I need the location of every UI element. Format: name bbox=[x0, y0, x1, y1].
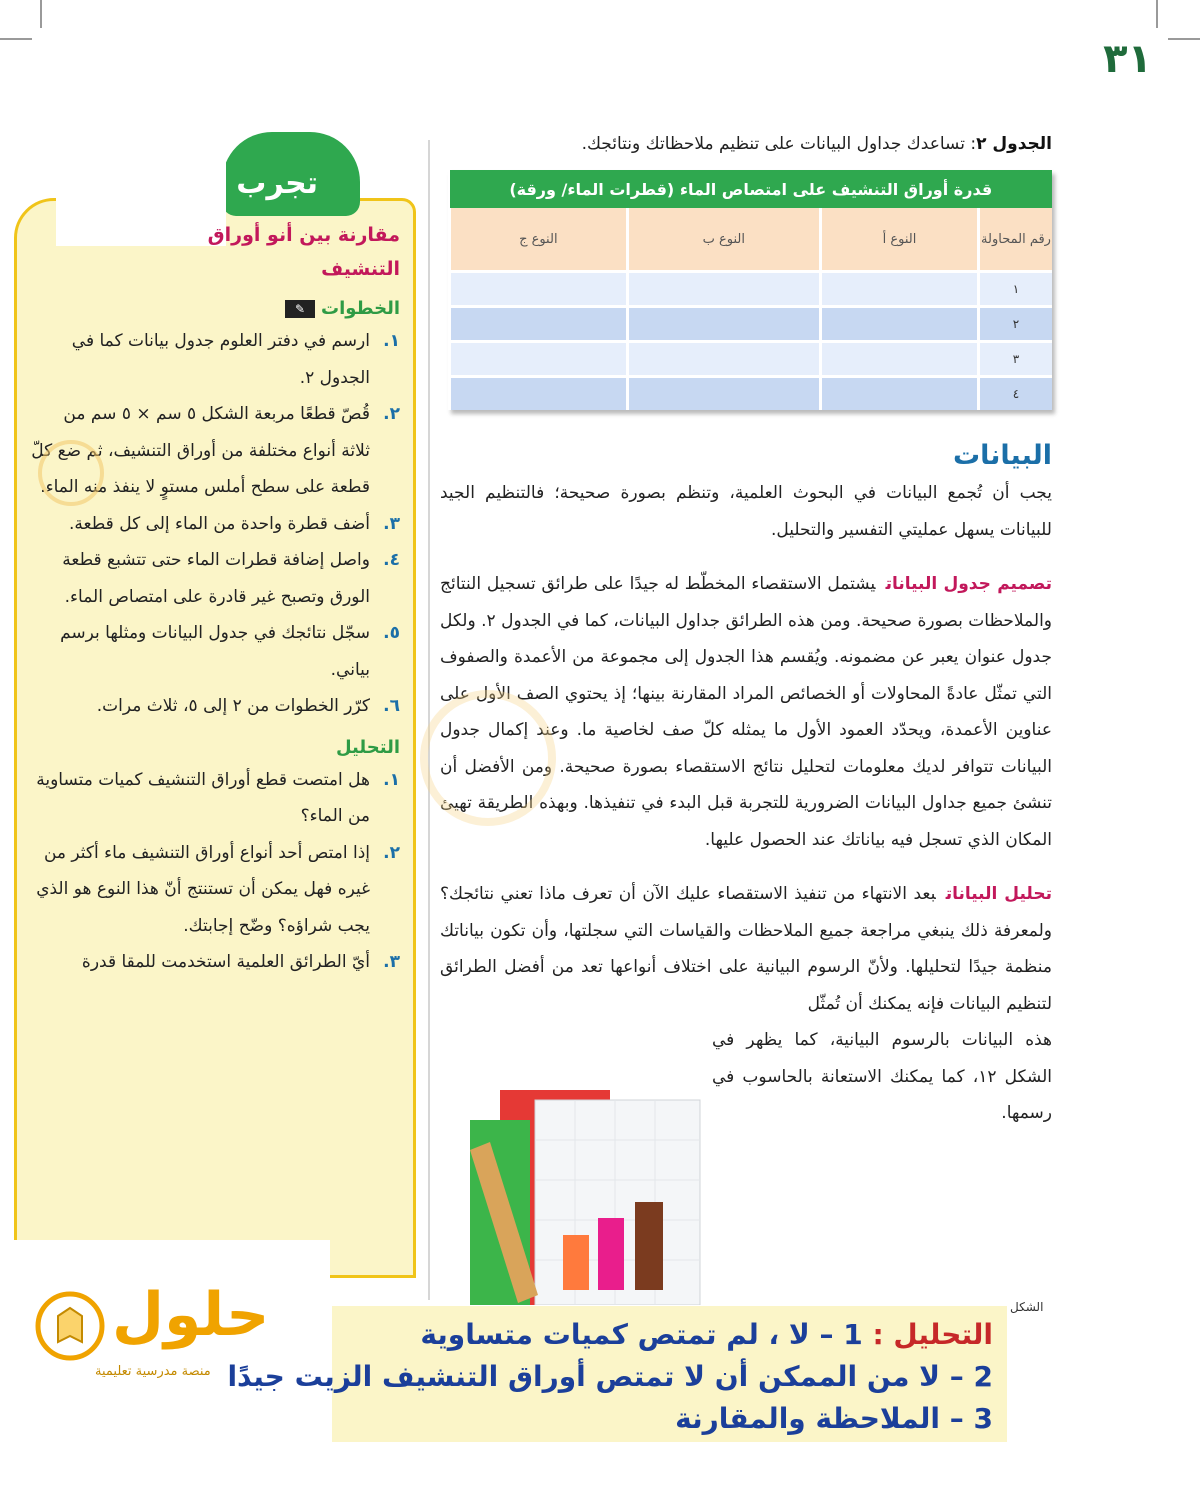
column-divider bbox=[428, 140, 430, 1300]
steps-list bbox=[30, 323, 400, 725]
trial-number: ٣ bbox=[979, 342, 1053, 377]
table-cell bbox=[820, 272, 978, 307]
analysis-label: تحليل البيانات bbox=[945, 884, 1052, 904]
design-text: يشتمل الاستقصاء المخطّط له جيدًا على طرائق تسجيل النتائج والملاحظات بصورة صحيحة. ومن هذه الطرائق جداول البيانات، كما في الجدول ٢. ولكل جدول عنوان يعبر عن مضمونه. ويُقسم هذا الجدول إلى مجموعة من الأعمدة والصفوف التي تمثّل عادةً المحاولات أو الخصائص المراد المقارنة بينها؛ إذ يحتوي الصف الأول على عناوين الأعمدة، ويحدّد العمود الأول ما يمثله كلّ صف لخاصية ما. وعند إكمال جدول البيانات تتوافر لديك معلومات لتحليل نتائج الاستقصاء بصورة صحيحة. ومن الأفضل أن تنشئ جميع جداول البيانات الضرورية للتجربة قبل البدء في تنفيذها. وبهذه الطريقة تهيئ المكان الذي تسجل فيه بياناتك عند الحصول عليها. bbox=[440, 574, 1052, 850]
step-text: قُصّ قطعًا مربعة الشكل ٥ سم × ٥ سم من ثلاثة أنواع مختلفة من أوراق التنشيف، ثم ضع كلّ قطعة على سطح أملس مستوٍ لا ينفذ منه الماء. bbox=[31, 404, 370, 497]
step-number: ٢. bbox=[383, 404, 400, 424]
sidebar-content bbox=[30, 218, 400, 981]
page-number: ٣١ bbox=[1103, 36, 1152, 82]
question-number: ١. bbox=[383, 769, 400, 790]
table-caption bbox=[440, 130, 1052, 158]
logo-book-icon bbox=[34, 1286, 114, 1366]
trial-number: ٤ bbox=[979, 377, 1053, 411]
answer-label: التحليل : bbox=[872, 1318, 993, 1351]
logo-name: حلول bbox=[112, 1280, 270, 1350]
step-number: ١. bbox=[383, 331, 400, 351]
table-cell bbox=[450, 272, 628, 307]
bar-brown bbox=[635, 1202, 663, 1290]
table-cell bbox=[627, 342, 820, 377]
steps-heading bbox=[30, 298, 400, 319]
answer-text: 1 – لا ، لم تمتص كميات متساوية bbox=[420, 1318, 863, 1351]
logo-tagline: منصة مدرسية تعليمية bbox=[95, 1364, 211, 1379]
table-cell bbox=[820, 307, 978, 342]
answer-line-2: 2 – لا من الممكن أن لا تمتص أوراق التنشيف الزيت جيدًا bbox=[227, 1360, 993, 1393]
step-text: واصل إضافة قطرات الماء حتى تتشبع قطعة الورق وتصبح غير قادرة على امتصاص الماء. bbox=[62, 550, 370, 607]
watermark-logo bbox=[420, 690, 556, 826]
answer-box bbox=[227, 1306, 1007, 1442]
main-column bbox=[440, 130, 1052, 1132]
crop-mark bbox=[40, 0, 42, 28]
watermark-logo bbox=[38, 440, 104, 506]
steps-icon: ✎ bbox=[285, 300, 315, 318]
table-cell bbox=[820, 342, 978, 377]
analysis-heading bbox=[30, 737, 400, 758]
table-row bbox=[450, 377, 1053, 411]
question-number: ٣. bbox=[383, 952, 400, 972]
crop-mark bbox=[0, 38, 32, 40]
crop-mark bbox=[1168, 38, 1200, 40]
bar-graph-photo bbox=[460, 1090, 705, 1305]
table-cell bbox=[820, 377, 978, 411]
table-caption-text: : تساعدك جداول البيانات على تنظيم ملاحظاتك ونتائجك. bbox=[581, 134, 977, 154]
list-item bbox=[30, 762, 400, 835]
bar-orange bbox=[563, 1235, 589, 1290]
analysis-paragraph bbox=[440, 876, 1052, 1022]
list-item bbox=[30, 835, 400, 945]
step-text: أضف قطرة واحدة من الماء إلى كل قطعة. bbox=[69, 513, 370, 534]
sidebar-title: مقارنة بين أنو أوراق التنشيف bbox=[207, 224, 400, 280]
table-row bbox=[450, 307, 1053, 342]
table-column-header: النوع ب bbox=[627, 208, 820, 272]
trial-number: ١ bbox=[979, 272, 1053, 307]
table-caption-label: الجدول ٢ bbox=[976, 134, 1052, 154]
crop-mark bbox=[1156, 0, 1158, 28]
list-item bbox=[30, 688, 400, 725]
answer-line-3: 3 – الملاحظة والمقارنة bbox=[675, 1402, 993, 1435]
list-item bbox=[30, 615, 400, 688]
step-number: ٣. bbox=[383, 513, 400, 534]
analysis-heading-text: التحليل bbox=[335, 736, 400, 758]
section-intro: يجب أن تُجمع البيانات في البحوث العلمية، وتنظم بصورة صحيحة؛ فالتنظيم الجيد للبيانات يسهل عمليتي التفسير والتحليل. bbox=[440, 483, 1052, 540]
bar-pink bbox=[598, 1218, 624, 1290]
analysis-text: بعد الانتهاء من تنفيذ الاستقصاء عليك الآن أن تعرف ماذا تعني نتائجك؟ ولمعرفة ذلك ينبغي مراجعة جميع الملاحظات والقياسات التي سجلتها، وأن تكون بياناتك منظمة جيدًا لتحليلها. ولأنّ الرسوم البيانية على اختلاف أنواعها تعد من أفضل الطرائق لتنظيم البيانات فإنه يمكنك أن تُمثّل bbox=[440, 884, 1052, 1014]
question-text: إذا امتص أحد أنواع أوراق التنشيف ماء أكثر من غيره فهل يمكن أن تستنتج أنّ هذا النوع هو الذي يجب شراؤه؟ وضّح إجابتك. bbox=[36, 842, 370, 936]
list-item bbox=[30, 542, 400, 615]
table-title: قدرة أوراق التنشيف على امتصاص الماء (قطرات الماء/ ورقة) bbox=[450, 170, 1053, 208]
step-number: ٦. bbox=[383, 696, 400, 716]
table-cell bbox=[627, 272, 820, 307]
step-text: كرّر الخطوات من ٢ إلى ٥، ثلاث مرات. bbox=[96, 696, 370, 716]
steps-heading-text: الخطوات bbox=[321, 298, 400, 319]
table-row bbox=[450, 342, 1053, 377]
table-row bbox=[450, 272, 1053, 307]
analysis-list bbox=[30, 762, 400, 981]
table-column-header: النوع ج bbox=[450, 208, 628, 272]
sidebar-tab-label: تجرب bbox=[236, 166, 318, 201]
data-table bbox=[448, 170, 1052, 410]
table-cell bbox=[627, 377, 820, 411]
question-text: هل امتصت قطع أوراق التنشيف كميات متساوية من الماء؟ bbox=[36, 769, 370, 826]
step-number: ٤. bbox=[383, 550, 400, 570]
table-column-header: النوع أ bbox=[820, 208, 978, 272]
step-number: ٥. bbox=[383, 623, 400, 643]
table-cell bbox=[627, 307, 820, 342]
table-column-header: رقم المحاولة bbox=[979, 208, 1053, 272]
design-label: تصميم جدول البيانات bbox=[885, 574, 1052, 594]
analysis-tail: هذه البيانات بالرسوم البيانية، كما يظهر في الشكل ١٢، كما يمكنك الاستعانة بالحاسوب في رسمها. bbox=[712, 1030, 1052, 1123]
table-cell bbox=[450, 377, 628, 411]
step-text: سجّل نتائجك في جدول البيانات ومثلها برسم بياني. bbox=[60, 623, 370, 680]
table-cell bbox=[450, 342, 628, 377]
figure-caption: الشكل bbox=[1010, 1300, 1044, 1314]
table-cell bbox=[450, 307, 628, 342]
step-text: ارسم في دفتر العلوم جدول بيانات كما في الجدول ٢. bbox=[71, 331, 370, 388]
question-number: ٢. bbox=[383, 842, 400, 863]
figure-illustration bbox=[460, 1090, 705, 1305]
list-item bbox=[30, 944, 400, 981]
list-item bbox=[30, 323, 400, 396]
trial-number: ٢ bbox=[979, 307, 1053, 342]
list-item bbox=[30, 506, 400, 543]
answer-line-1 bbox=[332, 1314, 993, 1356]
question-text: أيّ الطرائق العلمية استخدمت للمقا قدرة bbox=[81, 952, 370, 972]
section-heading: البيانات bbox=[953, 440, 1052, 471]
